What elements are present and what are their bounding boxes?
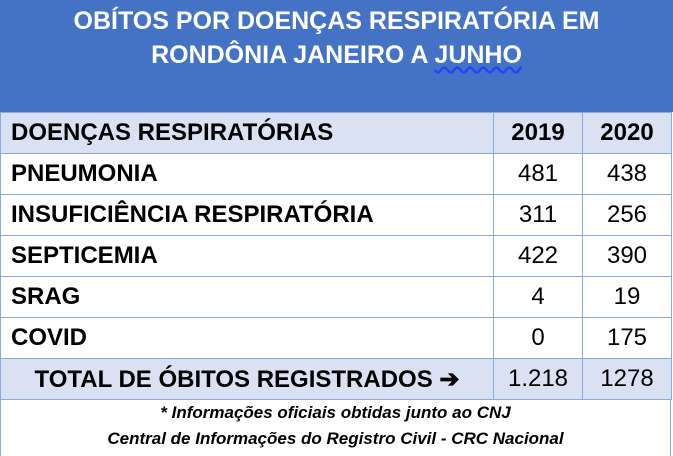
row-value-2019: 0 — [494, 318, 583, 359]
total-row — [1, 359, 672, 400]
row-label: SEPTICEMIA — [1, 236, 494, 277]
table-row — [1, 277, 672, 318]
header-year-2020: 2020 — [583, 113, 672, 154]
title-line-2-text: RONDÔNIA JANEIRO A — [151, 41, 435, 69]
arrow-right-icon: ➔ — [439, 365, 460, 393]
row-label: PNEUMONIA — [1, 154, 494, 195]
title-banner — [0, 0, 673, 112]
title-line-1: OBÍTOS POR DOENÇAS RESPIRATÓRIA EM — [73, 7, 600, 35]
row-value-2019: 422 — [494, 236, 583, 277]
footnote — [0, 400, 671, 456]
table-row — [1, 318, 672, 359]
header-year-2019: 2019 — [494, 113, 583, 154]
total-value-2019: 1.218 — [494, 359, 583, 400]
row-value-2020: 390 — [583, 236, 672, 277]
row-value-2020: 438 — [583, 154, 672, 195]
row-label: COVID — [1, 318, 494, 359]
row-value-2019: 311 — [494, 195, 583, 236]
total-value-2020: 1278 — [583, 359, 672, 400]
row-value-2019: 4 — [494, 277, 583, 318]
footnote-line-2: Central de Informações do Registro Civil - CRC Nacional — [107, 429, 564, 448]
total-label: TOTAL DE ÓBITOS REGISTRADOS — [34, 365, 433, 393]
title-line-2 — [0, 38, 673, 72]
row-value-2020: 256 — [583, 195, 672, 236]
table-row — [1, 154, 672, 195]
table-row — [1, 195, 672, 236]
table-row — [1, 236, 672, 277]
row-value-2019: 481 — [494, 154, 583, 195]
table-header-row — [1, 113, 672, 154]
header-label: DOENÇAS RESPIRATÓRIAS — [1, 113, 494, 154]
title-line-2-underlined: JUNHO — [434, 41, 522, 69]
row-value-2020: 175 — [583, 318, 672, 359]
row-label: INSUFICIÊNCIA RESPIRATÓRIA — [1, 195, 494, 236]
total-label-cell — [1, 359, 494, 400]
footnote-line-1: * Informações oficiais obtidas junto ao CNJ — [160, 403, 511, 422]
data-table — [0, 112, 672, 400]
row-label: SRAG — [1, 277, 494, 318]
row-value-2020: 19 — [583, 277, 672, 318]
